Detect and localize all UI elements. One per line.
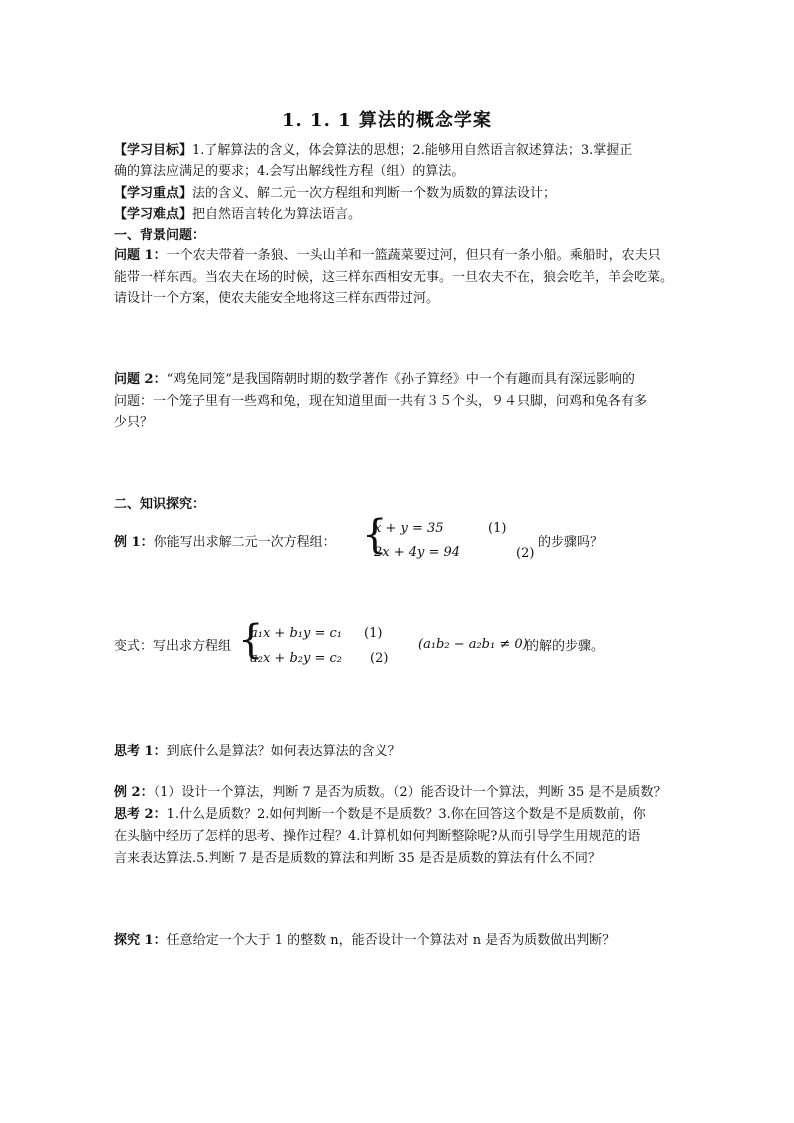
learning-goals-text: 1.了解算法的含义，体会算法的思想；2.能够用自然语言叙述算法；3.掌握正: [192, 143, 633, 158]
difficulty-label: 【学习难点】: [114, 207, 193, 222]
variant-tag2: (2): [370, 651, 389, 666]
variant-suffix: 的解的步骤。: [526, 639, 605, 654]
example1-tag2: (2): [516, 546, 535, 561]
problem1-line3: 请设计一个方案，使农夫能安全地将这三样东西带过河。: [114, 291, 440, 306]
example1-prompt: 你能写出求解二元一次方程组：: [153, 535, 336, 550]
explore1-label: 探究 1：: [114, 933, 167, 948]
variant-text: 变式：写出求方程组: [114, 639, 232, 654]
example1-eq2: 2x + 4y = 94: [374, 545, 461, 560]
example2: [114, 782, 666, 804]
variant-eq2: a₂x + b₂y = c₂: [250, 651, 342, 666]
think2-line3: 言来表达算法.5.判断 7 是否是质数的算法和判断 35 是否是质数的算法有什么不同？: [114, 851, 601, 866]
key-points: [114, 183, 556, 205]
problem1-line1: [114, 245, 661, 267]
think2-text-line1: 1.什么是质数？2.如何判断一个数是不是质数？3.你在回答这个数是不是质数前，你: [166, 807, 646, 822]
think2-line1: [114, 804, 646, 826]
example1-tag1: (1): [488, 521, 507, 536]
example2-label: 例 2：: [114, 785, 154, 800]
variant-eq1: a₁x + b₁y = c₁: [250, 626, 342, 641]
key-points-text: 法的含义、解二元一次方程组和判断一个数为质数的算法设计；: [192, 186, 557, 201]
learning-goals-line1: [114, 140, 632, 162]
section-background-heading: 一、背景问题：: [114, 228, 206, 243]
key-points-label: 【学习重点】: [114, 186, 193, 201]
example1-label: 例 1：: [114, 535, 154, 550]
problem2-line3: 少只？: [114, 415, 154, 430]
think1-text: 到底什么是算法？如何表达算法的含义？: [166, 744, 401, 759]
problem1-text-line1: 一个农夫带着一条狼、一头山羊和一篮蔬菜要过河，但只有一条小船。乘船时，农夫只: [166, 248, 661, 263]
example1-eq1: x + y = 35: [374, 521, 444, 536]
difficulty: [114, 204, 361, 226]
learning-goals-label: 【学习目标】: [114, 143, 193, 158]
difficulty-text: 把自然语言转化为算法语言。: [192, 207, 362, 222]
problem2-text-line1: “鸡兔同笼”是我国隋朝时期的数学著作《孙子算经》中一个有趣而具有深远影响的: [166, 372, 635, 387]
example2-text: （1）设计一个算法，判断 7 是否为质数。（2）能否设计一个算法，判断 35 是不是质数？: [153, 785, 667, 800]
problem2-line2: 问题：一个笼子里有一些鸡和兔，现在知道里面一共有３５个头，９４只脚，问鸡和兔各有多: [114, 394, 648, 409]
example1-suffix: 的步骤吗？: [538, 535, 604, 550]
variant-brace: {: [238, 617, 264, 663]
example1-text: [114, 532, 336, 554]
think2-line2: 在头脑中经历了怎样的思考、操作过程？4.计算机如何判断整除呢?从而引导学生用规范的语: [114, 829, 641, 844]
page-title: 1. 1. 1 算法的概念学案: [282, 110, 492, 131]
think1: [114, 741, 401, 763]
learning-goals-line2: 确的算法应满足的要求；4.会写出解线性方程（组）的算法。: [114, 164, 465, 179]
problem1-line2: 能带一样东西。当农夫在场的时候，这三样东西相安无事。一旦农夫不在，狼会吃羊，羊会吃菜。: [114, 270, 674, 285]
problem2-label: 问题 2：: [114, 372, 167, 387]
problem1-label: 问题 1：: [114, 248, 167, 263]
think1-label: 思考 1：: [114, 744, 167, 759]
explore1-text: 任意给定一个大于 1 的整数 n，能否设计一个算法对 n 是否为质数做出判断？: [166, 933, 616, 948]
variant-tag1: (1): [364, 626, 383, 641]
section-knowledge-heading: 二、知识探究：: [114, 497, 206, 512]
think2-label: 思考 2：: [114, 807, 167, 822]
problem2-line1: [114, 369, 635, 391]
variant-condition: (a₁b₂ − a₂b₁ ≠ 0): [418, 637, 528, 652]
explore1: [114, 930, 615, 952]
example1-brace: {: [362, 512, 388, 558]
